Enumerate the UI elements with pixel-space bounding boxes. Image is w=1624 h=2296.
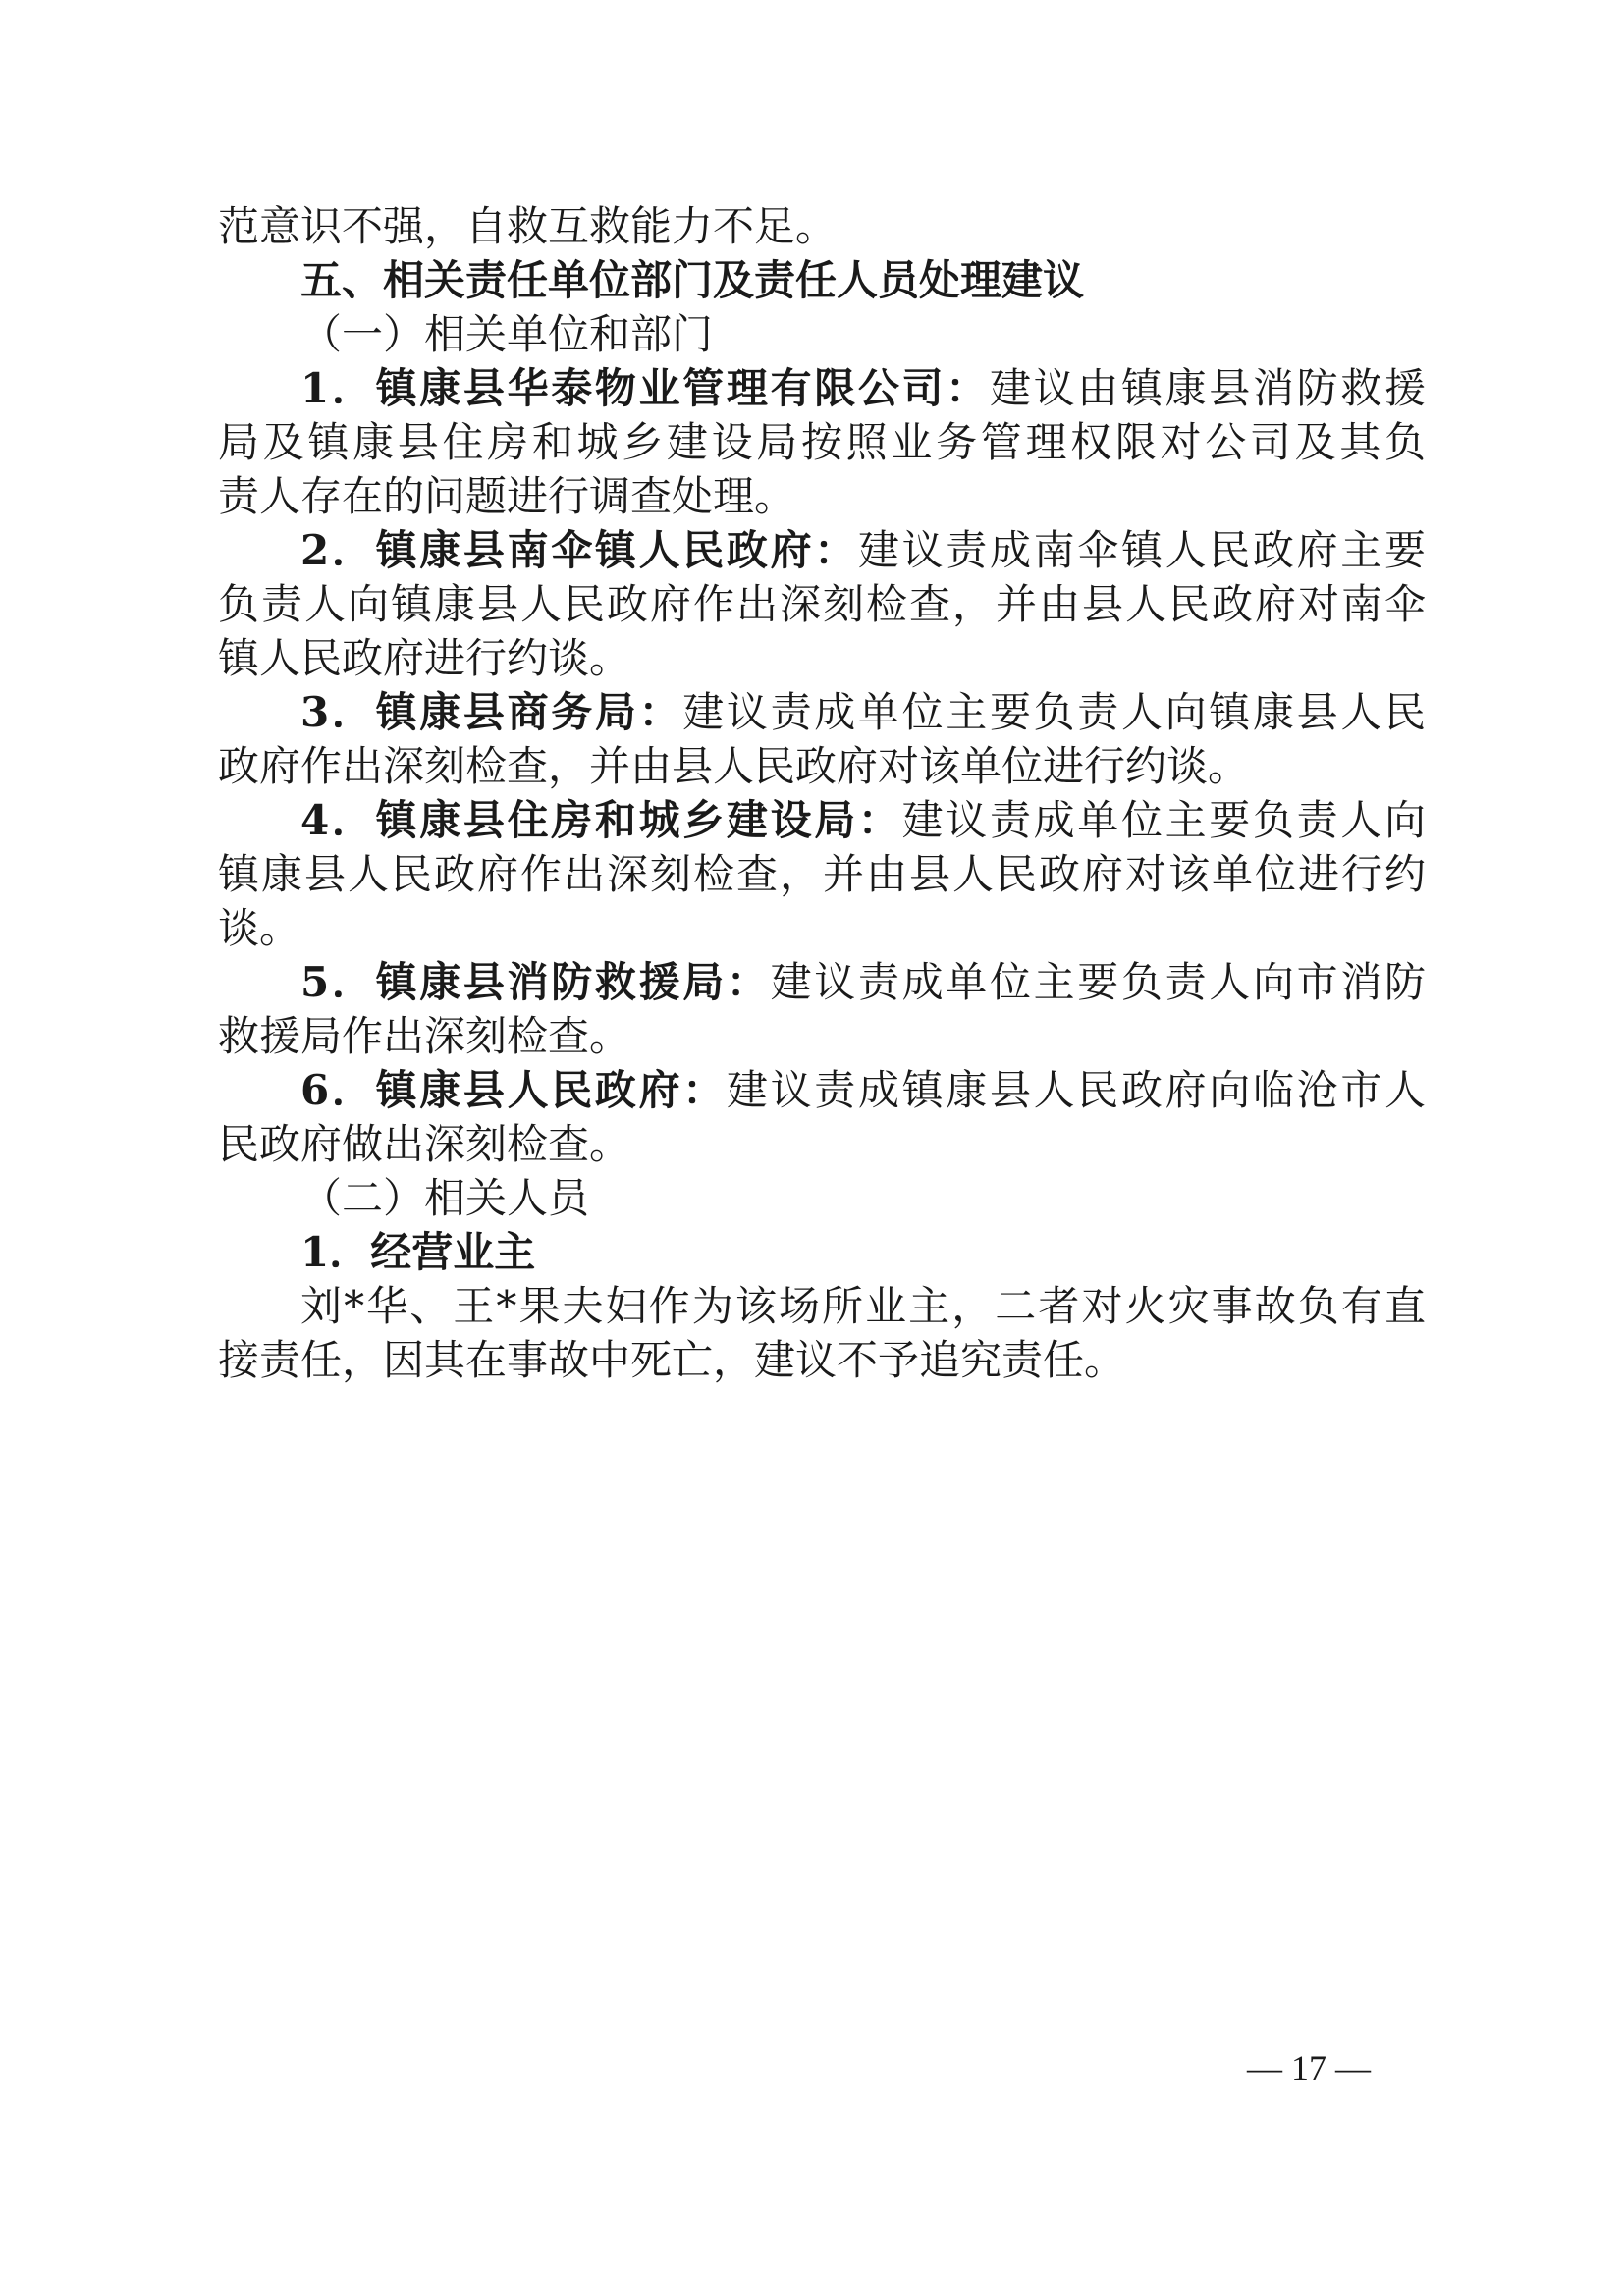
item-4-first-line: 4．镇康县住房和城乡建设局：建议责成单位主要负责人向 bbox=[300, 796, 1426, 844]
item-3-line-2: 政府作出深刻检查，并由县人民政府对该单位进行约谈。 bbox=[218, 742, 1250, 790]
person-item-1-title: 1．经营业主 bbox=[300, 1228, 536, 1276]
item-5-first-line: 5．镇康县消防救援局：建议责成单位主要负责人向市消防 bbox=[300, 958, 1426, 1006]
item-3-first-line: 3．镇康县商务局：建议责成单位主要负责人向镇康县人民 bbox=[300, 688, 1426, 736]
item-1-line-3: 责人存在的问题进行调查处理。 bbox=[218, 472, 796, 520]
subheading-units-departments: （一）相关单位和部门 bbox=[300, 310, 714, 358]
item-3-title: 3．镇康县商务局： bbox=[300, 688, 683, 736]
item-1-line-2: 局及镇康县住房和城乡建设局按照业务管理权限对公司及其负 bbox=[218, 418, 1426, 466]
item-2-line-3: 镇人民政府进行约谈。 bbox=[218, 634, 631, 682]
item-1-title: 1．镇康县华泰物业管理有限公司： bbox=[300, 364, 990, 412]
body-line-1: 范意识不强，自救互救能力不足。 bbox=[218, 202, 838, 250]
item-6-line-2: 民政府做出深刻检查。 bbox=[218, 1120, 631, 1168]
person-para-line-1: 刘*华、王*果夫妇作为该场所业主，二者对火灾事故负有直 bbox=[300, 1282, 1426, 1330]
item-1-first-line: 1．镇康县华泰物业管理有限公司：建议由镇康县消防救援 bbox=[300, 364, 1426, 412]
item-2-first-line: 2．镇康县南伞镇人民政府：建议责成南伞镇人民政府主要 bbox=[300, 526, 1426, 574]
person-para-line-2: 接责任，因其在事故中死亡，建议不予追究责任。 bbox=[218, 1336, 1126, 1384]
subheading-related-persons: （二）相关人员 bbox=[300, 1174, 590, 1222]
item-5-line-2: 救援局作出深刻检查。 bbox=[218, 1012, 631, 1060]
section-heading-5: 五、相关责任单位部门及责任人员处理建议 bbox=[300, 256, 1085, 304]
item-6-title: 6．镇康县人民政府： bbox=[300, 1066, 727, 1114]
page-number: — 17 — bbox=[1247, 2049, 1371, 2088]
item-2-line-2: 负责人向镇康县人民政府作出深刻检查，并由县人民政府对南伞 bbox=[218, 580, 1426, 628]
person-item-1-title-line bbox=[300, 1225, 1426, 1280]
item-5-title: 5．镇康县消防救援局： bbox=[300, 958, 771, 1006]
item-4-line-3: 谈。 bbox=[218, 904, 301, 952]
item-4-title: 4．镇康县住房和城乡建设局： bbox=[300, 796, 902, 844]
item-6-first-line: 6．镇康县人民政府：建议责成镇康县人民政府向临沧市人 bbox=[300, 1066, 1426, 1114]
item-4-line-2: 镇康县人民政府作出深刻检查，并由县人民政府对该单位进行约 bbox=[218, 850, 1426, 898]
item-2-title: 2．镇康县南伞镇人民政府： bbox=[300, 526, 858, 574]
